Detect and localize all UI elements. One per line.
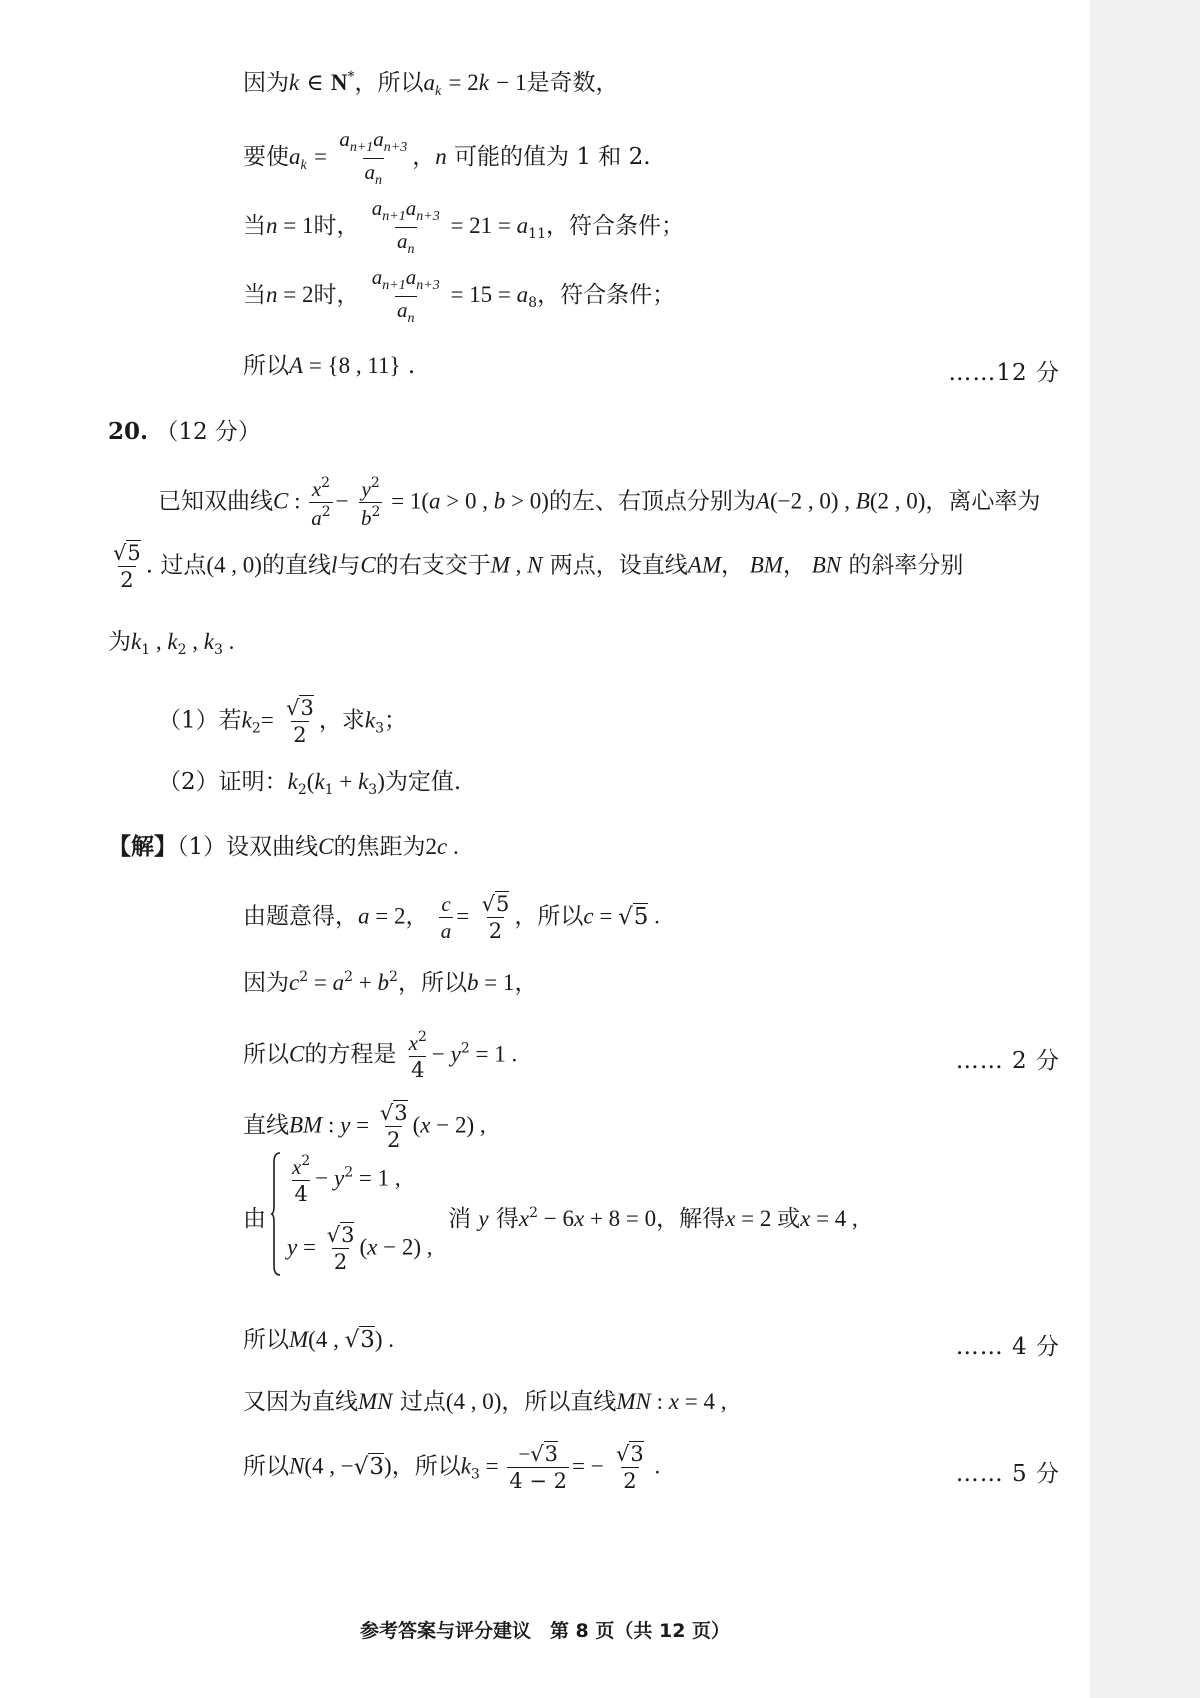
system-equation-2: y = $\frac{√3}{2}$ (x − 2) , bbox=[287, 1223, 433, 1275]
sol19-score: ……12 分 bbox=[948, 360, 1060, 386]
sol19-line-3: 当n = 1时， $\frac{a_{n+1}a_{n+3}}{a_n}$ = $21 = a_{11}$，符合条件； bbox=[243, 196, 684, 257]
problem20-stem-3: 为$k_1$ , $k_2$ , $k_3$ . bbox=[108, 629, 235, 658]
system-equation-1: $\frac{x^2}{4}$ − $y^2 = 1$ , bbox=[292, 1153, 401, 1207]
problem20-question-1: （1）若$k_2=$ $\frac{√3}{2}$ ，求$k_3$； bbox=[158, 696, 407, 748]
left-brace-icon bbox=[271, 1152, 281, 1276]
solution20-line-7: 又因为直线MN 过点(4 , 0)，所以直线MN : x = 4 , bbox=[243, 1389, 727, 1415]
sol19-line-5: 所以A = {8 , 11} . bbox=[243, 353, 416, 379]
problem20-stem-1: 已知双曲线C : $\frac{x^2}{a^2}$ − $\frac{y^2}{b^2}$ = 1(a > 0 , b > 0)的左、右顶点分别为A(−2 , 0) , B(2 , 0)，离心率为 bbox=[158, 475, 1041, 531]
solution20-line-3: 因为$c^2 = a^2 + b^2$，所以b = 1， bbox=[243, 969, 538, 996]
solution20-score-3: …… 5 分 bbox=[955, 1461, 1060, 1487]
system-result: 消 y 得$x^2 - 6x + 8 = 0$，解得x = 2 或x = 4 , bbox=[448, 1205, 858, 1232]
problem-points: （12 分） bbox=[155, 419, 261, 445]
sol19-line-2: 要使$a_k$ = $\frac{a_{n+1}a_{n+3}}{a_n}$ ，n 可能的值为 1 和 2. bbox=[243, 127, 651, 188]
solution20-line-8: 所以N(4 , −√3)，所以$k_3$ = $\frac{-√3}{4 - 2}$ = − $\frac{√3}{2}$ . bbox=[243, 1442, 661, 1494]
problem20-stem-2: $\frac{√5}{2}$ . 过点(4 , 0)的直线l与C的右支交于M , N 两点，设直线AM， BM， BN 的斜率分别 bbox=[113, 541, 964, 593]
solution20-line-4: 所以C的方程是 $\frac{x^2}{4}$ − $y^2 = 1$ . bbox=[243, 1029, 518, 1083]
problem-number: 20. bbox=[108, 418, 149, 445]
solution20-line-6: 所以M(4 , √3) . bbox=[243, 1327, 395, 1353]
solution20-score-2: …… 4 分 bbox=[955, 1334, 1060, 1360]
page-edge bbox=[1090, 0, 1200, 1698]
page-footer: 参考答案与评分建议 第 8 页（共 12 页） bbox=[359, 1620, 731, 1642]
solution20-line-2: 由题意得，a = 2， $\frac{c}{a}$ = $\frac{√5}{2}$ ，所以c = √5 . bbox=[243, 892, 660, 944]
problem20-header bbox=[108, 420, 261, 444]
sol19-line-1: 因为k ∈ N*，所以$a_k = 2k - 1$是奇数， bbox=[243, 69, 619, 99]
solution20-score-1: …… 2 分 bbox=[955, 1048, 1060, 1074]
sol19-line-4: 当n = 2时， $\frac{a_{n+1}a_{n+3}}{a_n}$ = $15 = a_8$，符合条件； bbox=[243, 265, 676, 326]
solution20-line-5: 直线BM : y = $\frac{√3}{2}$ (x − 2) , bbox=[243, 1101, 486, 1153]
solution20-line-1: 【解】（1）设双曲线C的焦距为2c . bbox=[108, 833, 459, 860]
solution-tag: 【解】 bbox=[108, 833, 177, 860]
problem20-question-2: （2）证明：$k_2(k_1 + k_3)$为定值. bbox=[158, 769, 462, 798]
